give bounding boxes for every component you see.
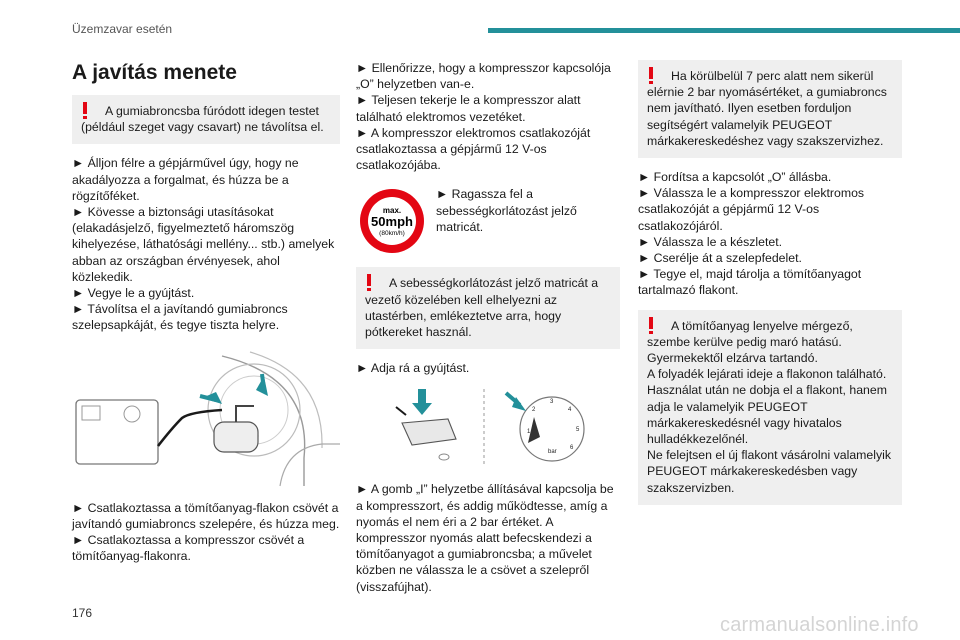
watermark: carmanualsonline.info xyxy=(720,614,919,636)
step: ► A kompresszor elektromos csatlakozóját csatlakoztassa a gépjármű 12 V-os csatlakozójába. xyxy=(356,125,591,173)
step: ► Vegye le a gyújtást. xyxy=(72,286,195,301)
steps-list xyxy=(638,169,902,299)
warning-line: Ne felejtsen el új flakont vásárolni valamelyik PEUGEOT márkakereskedésben vagy szakszervizben. xyxy=(647,448,892,495)
step: ► Ellenőrizze, hogy a kompresszor kapcsolója „O” helyzetben van-e. xyxy=(356,61,611,92)
compressor-illustration xyxy=(72,348,340,488)
warning-icon xyxy=(366,274,372,290)
column-1 xyxy=(72,60,340,575)
warning-icon xyxy=(648,67,654,83)
gauge-tick: 3 xyxy=(550,399,554,406)
page-number: 176 xyxy=(72,606,93,620)
gauge-tick: 4 xyxy=(568,407,572,414)
sign-main-text: 50mph xyxy=(371,214,413,230)
step: ► Fordítsa a kapcsolót „O” állásba. xyxy=(638,170,832,185)
step: ► Kövesse a biztonsági utasításokat (elakadásjelző, figyelmeztető háromszög kihelyezése, láthatósági mellény... stb.) amelyek abban az országban érvényesek, ahol közlekedik. xyxy=(72,205,335,284)
header-accent-bar xyxy=(488,28,960,33)
final-step: ► A gomb „I” helyzetbe állításával kapcsolja be a kompresszort, és addig működtesse, amíg a nyomás el nem éri a 2 bar értéket. A kompresszor nyomás alatt befecskendezi a tömítőanyagot a gumiabroncsba; a művelet közben ne válassza le a csövet a szelepről (visszafújhat). xyxy=(356,482,614,594)
steps-list xyxy=(356,60,620,173)
gauge-tick: 5 xyxy=(576,427,580,434)
warning-text: Ha körülbelül 7 perc alatt nem sikerül elérnie 2 bar nyomásértéket, a gumiabroncs nem javítható. Ilyen esetben forduljon segítségért valamelyik PEUGEOT márkakereskedéshez vagy szakszervizhez. xyxy=(647,69,887,148)
step: ► Csatlakoztassa a tömítőanyag-flakon csövét a javítandó gumiabroncs szelepére, és húzza meg. xyxy=(72,500,340,531)
step: ► Álljon félre a gépjárművel úgy, hogy ne akadályozza a forgalmat, és húzza be a rögzítőféket. xyxy=(72,156,299,203)
ignition-step: ► Adja rá a gyújtást. xyxy=(356,361,470,376)
compressor-hose-icon xyxy=(72,348,340,488)
warning-icon xyxy=(82,102,88,118)
sign-sub-text: (80km/h) xyxy=(379,230,405,238)
warning-line: Gyermekektől elzárva tartandó. xyxy=(647,351,818,366)
warning-text: A tömítőanyag lenyelve mérgező, szembe kerülve pedig maró hatású. xyxy=(647,318,853,349)
step: ► Válassza le a kompresszor elektromos csatlakozóját a gépjármű 12 V-os csatlakozójáról. xyxy=(638,186,865,233)
step: ► Tegye el, majd tárolja a tömítőanyagot tartalmazó flakont. xyxy=(638,267,862,298)
speed-limit-sign-icon xyxy=(358,187,426,255)
warning-box xyxy=(638,60,902,158)
step: ► Távolítsa el a javítandó gumiabroncs szelepsapkáját, és tegye tiszta helyre. xyxy=(72,302,288,333)
warning-box xyxy=(72,95,340,144)
gauge-tick: 1 xyxy=(527,429,531,436)
column-3 xyxy=(638,60,902,516)
step: ► Csatlakoztassa a kompresszor csövét a tömítőanyag-flakonra. xyxy=(72,533,305,564)
warning-line: A folyadék lejárati ideje a flakonon található. xyxy=(647,367,887,382)
section-title: Üzemzavar esetén xyxy=(72,22,173,36)
gauge-tick: 6 xyxy=(570,445,574,452)
speed-sign-row xyxy=(356,184,620,255)
steps-list-after xyxy=(72,500,340,565)
step: ► Válassza le a készletet. xyxy=(638,234,783,249)
gauge-unit: bar xyxy=(548,449,557,456)
sign-top-text: max. xyxy=(382,206,402,216)
warning-text: A gumiabroncsba fúródott idegen testet (például szeget vagy csavart) ne távolítsa el. xyxy=(81,104,324,135)
warning-box xyxy=(638,310,902,505)
warning-box xyxy=(356,267,620,349)
warning-text: A sebességkorlátozást jelző matricát a vezető közelében kell elhelyezni az utastérben, emlékeztetve arra, hogy pótkereket használ. xyxy=(365,276,599,340)
warning-line: Használat után ne dobja el a flakont, hanem adja le valamelyik PEUGEOT márkakereskedésnél vagy hivatalos hulladékkezelőnél. xyxy=(647,383,887,447)
page-heading: A javítás menete xyxy=(72,61,237,84)
sign-step: ► Ragassza fel a sebességkorlátozást jelző matricát. xyxy=(436,187,577,234)
step: ► Teljesen tekerje le a kompresszor alatt található elektromos vezetéket. xyxy=(356,93,581,124)
column-2 xyxy=(356,60,620,606)
gauge-tick: 2 xyxy=(532,407,536,414)
step: ► Cserélje át a szelepfedelet. xyxy=(638,251,802,266)
steps-list xyxy=(72,155,340,333)
warning-icon xyxy=(648,317,654,333)
compressor-gauge-illustration xyxy=(356,387,620,467)
gauge-icon xyxy=(356,387,620,467)
